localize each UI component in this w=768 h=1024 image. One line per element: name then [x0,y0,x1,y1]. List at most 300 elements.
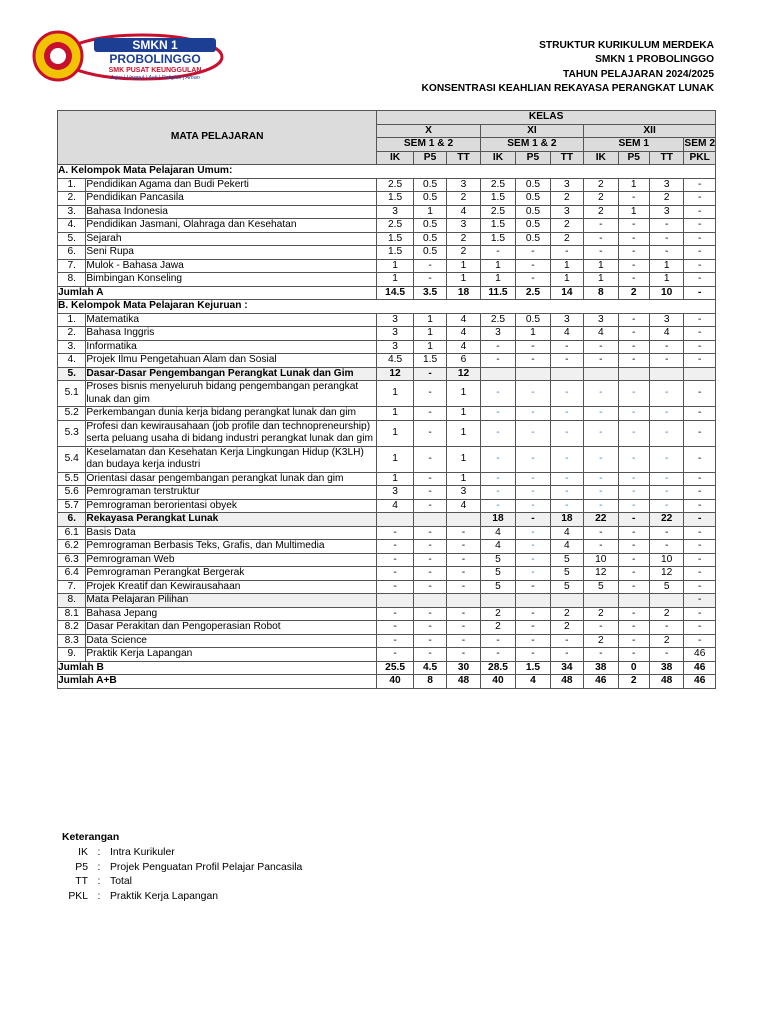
hours-cell: 4 [447,313,480,327]
hours-cell: - [618,648,649,662]
subject-row [58,407,716,421]
section-title: B. Kelompok Mata Pelajaran Kejuruan : [58,300,716,314]
hours-cell: 4 [649,327,683,341]
hours-cell: 4 [550,327,583,341]
hours-cell: - [516,621,550,635]
group-row [58,367,716,381]
hours-cell: 0.5 [413,192,446,206]
subject-name: Projek Ilmu Pengetahuan Alam dan Sosial [86,354,377,368]
subject-row [58,327,716,341]
subject-number: 5.3 [58,420,86,446]
hours-cell: - [413,634,446,648]
hours-cell: 1 [618,205,649,219]
hours-cell: 3 [550,313,583,327]
hours-cell: 4 [550,526,583,540]
hours-cell: 10 [584,553,618,567]
hours-cell: - [584,621,618,635]
total-label: Jumlah A+B [58,675,377,689]
hours-cell: - [550,446,583,472]
hours-cell: 3 [377,205,413,219]
hours-cell: 4 [584,327,618,341]
hours-cell: - [516,472,550,486]
subject-number: 5.1 [58,381,86,407]
hours-cell: - [618,472,649,486]
hours-cell: 1 [584,259,618,273]
hours-cell: - [684,219,716,233]
total-label: Jumlah B [58,661,377,675]
hours-cell: - [618,567,649,581]
total-cell: 46 [684,675,716,689]
legend-value: Total [110,876,132,888]
hours-cell: - [618,327,649,341]
hours-cell: - [618,340,649,354]
subject-number: 5.4 [58,446,86,472]
hours-cell: - [447,580,480,594]
hours-cell: 2.5 [377,219,413,233]
hours-cell: 1.5 [377,192,413,206]
hours-cell: 2 [584,205,618,219]
hours-cell [649,594,683,608]
hours-cell: 2.5 [377,178,413,192]
hours-cell: - [684,178,716,192]
header-tt: TT [649,151,683,165]
hours-cell: - [447,526,480,540]
total-cell: 48 [447,675,480,689]
subject-row [58,526,716,540]
legend-item [62,875,302,890]
hours-cell: 1.5 [480,219,515,233]
total-cell: 48 [550,675,583,689]
header-semester: SEM 1 [584,138,684,152]
hours-cell: - [684,205,716,219]
hours-cell: - [684,273,716,287]
hours-cell: 1.5 [480,232,515,246]
hours-cell: 2.5 [480,313,515,327]
hours-cell: - [618,313,649,327]
subject-number: 1. [58,178,86,192]
hours-cell: - [447,634,480,648]
hours-cell: 2 [584,192,618,206]
hours-cell: 2 [550,232,583,246]
hours-cell: - [618,607,649,621]
hours-cell [377,594,413,608]
subject-row [58,192,716,206]
hours-cell: 2 [584,607,618,621]
hours-cell: - [516,446,550,472]
subject-name: Bahasa Inggris [86,327,377,341]
hours-cell: 3 [377,327,413,341]
hours-cell: 22 [584,513,618,527]
hours-cell: - [447,553,480,567]
hours-cell: 1 [447,381,480,407]
hours-cell: - [584,420,618,446]
hours-cell: - [618,219,649,233]
subject-row [58,634,716,648]
hours-cell: - [447,607,480,621]
header-year: TAHUN PELAJARAN 2024/2025 [563,68,714,80]
subject-row [58,219,716,233]
subject-row [58,486,716,500]
hours-cell: - [649,232,683,246]
subject-name: Dasar Perakitan dan Pengoperasian Robot [86,621,377,635]
total-cell: 40 [480,675,515,689]
hours-cell: - [447,540,480,554]
legend-key: IK [78,846,88,858]
hours-cell: - [413,273,446,287]
hours-cell: 1 [377,273,413,287]
header-school: SMKN 1 PROBOLINGGO [595,54,714,66]
hours-cell: - [584,446,618,472]
subject-row [58,607,716,621]
subject-number: 6.2 [58,540,86,554]
hours-cell: - [684,313,716,327]
subject-number: 5.2 [58,407,86,421]
subject-name: Mata Pelajaran Pilihan [86,594,377,608]
hours-cell: - [550,407,583,421]
hours-cell: - [684,246,716,260]
header-p5: P5 [413,151,446,165]
header-p5: P5 [516,151,550,165]
subject-row [58,472,716,486]
hours-cell: - [550,354,583,368]
subject-name: Basis Data [86,526,377,540]
subject-number: 5. [58,232,86,246]
header-class-xi: XI [480,124,583,138]
hours-cell: - [413,472,446,486]
subject-name: Perkembangan dunia kerja bidang perangkat lunak dan gim [86,407,377,421]
hours-cell: 1 [447,420,480,446]
total-cell: 34 [550,661,583,675]
subject-number: 7. [58,580,86,594]
hours-cell: 3 [377,486,413,500]
subject-number: 5.7 [58,499,86,513]
hours-cell [584,594,618,608]
hours-cell: 0.5 [413,232,446,246]
hours-cell: 12 [447,367,480,381]
hours-cell: - [649,407,683,421]
hours-cell: 3 [447,219,480,233]
subject-name: Pemrograman Perangkat Bergerak [86,567,377,581]
hours-cell: 2.5 [480,205,515,219]
hours-cell: - [684,513,716,527]
hours-cell: - [649,472,683,486]
hours-cell: - [377,540,413,554]
hours-cell: - [684,354,716,368]
hours-cell: 1 [649,273,683,287]
hours-cell [618,594,649,608]
header-kelas: KELAS [377,111,716,125]
hours-cell [447,513,480,527]
hours-cell: - [684,540,716,554]
hours-cell: 1 [377,381,413,407]
hours-cell: 5 [550,553,583,567]
hours-cell: - [649,526,683,540]
total-cell: 38 [649,661,683,675]
subject-row [58,354,716,368]
subject-name: Informatika [86,340,377,354]
total-cell: 2 [618,286,649,300]
hours-cell: 12 [584,567,618,581]
hours-cell: - [584,540,618,554]
school-logo [32,30,224,82]
hours-cell: - [516,407,550,421]
legend-separator: : [97,861,101,873]
hours-cell: 1 [377,407,413,421]
hours-cell: - [649,446,683,472]
total-cell: 4 [516,675,550,689]
subject-name: Sejarah [86,232,377,246]
hours-cell: - [550,420,583,446]
hours-cell: 1 [377,446,413,472]
logo-line4: Jujur | Unggul | Asli | Religius | Aman [110,75,200,81]
hours-cell: - [649,219,683,233]
legend-key: PKL [68,891,88,903]
hours-cell: 1 [413,327,446,341]
hours-cell: - [480,407,515,421]
legend-item [62,890,302,905]
subject-number: 1. [58,313,86,327]
logo-line3: SMK PUSAT KEUNGGULAN [108,67,202,74]
hours-cell: - [516,540,550,554]
hours-cell: - [413,367,446,381]
hours-cell: - [618,634,649,648]
hours-cell: - [480,648,515,662]
header-semester: SEM 1 & 2 [377,138,480,152]
legend-separator: : [97,876,101,888]
hours-cell: - [413,407,446,421]
hours-cell: - [618,246,649,260]
subject-number: 4. [58,219,86,233]
subject-number: 2. [58,192,86,206]
subject-row [58,259,716,273]
hours-cell: 12 [649,567,683,581]
legend-title: Keterangan [62,832,120,843]
hours-cell: - [550,499,583,513]
total-cell: 8 [584,286,618,300]
hours-cell: - [618,553,649,567]
hours-cell: - [618,526,649,540]
hours-cell: 6 [447,354,480,368]
hours-cell: 0.5 [516,205,550,219]
hours-cell: 5 [550,580,583,594]
subject-row [58,621,716,635]
hours-cell: 18 [550,513,583,527]
subject-name: Pemrograman Web [86,553,377,567]
hours-cell: - [447,621,480,635]
hours-cell: - [377,567,413,581]
hours-cell: 5 [584,580,618,594]
hours-cell: 12 [377,367,413,381]
hours-cell: - [649,621,683,635]
logo-line1: SMKN 1 [132,38,178,52]
hours-cell: - [618,499,649,513]
hours-cell: 4 [447,327,480,341]
hours-cell: - [413,526,446,540]
hours-cell: 0.5 [516,232,550,246]
hours-cell: - [413,540,446,554]
hours-cell: - [480,499,515,513]
hours-cell: 3 [550,205,583,219]
hours-cell: - [684,594,716,608]
subject-number: 6. [58,246,86,260]
hours-cell: 3 [649,178,683,192]
hours-cell: - [516,634,550,648]
hours-cell: - [516,580,550,594]
hours-cell: - [684,327,716,341]
total-cell: 46 [584,675,618,689]
hours-cell [377,513,413,527]
subject-name: Pemrograman Berbasis Teks, Grafis, dan Multimedia [86,540,377,554]
hours-cell: - [516,526,550,540]
header-concentration: KONSENTRASI KEAHLIAN REKAYASA PERANGKAT LUNAK [421,83,714,95]
header-title: STRUKTUR KURIKULUM MERDEKA [539,40,714,51]
logo-line2: PROBOLINGGO [109,52,201,66]
subject-number: 4. [58,354,86,368]
total-cell: 8 [413,675,446,689]
hours-cell: - [413,621,446,635]
section-row [58,300,716,314]
curriculum-table [57,110,716,689]
total-cell: 25.5 [377,661,413,675]
hours-cell: - [618,381,649,407]
hours-cell: - [684,567,716,581]
total-cell: 14 [550,286,583,300]
subject-row [58,446,716,472]
subject-row [58,246,716,260]
hours-cell [480,367,515,381]
total-cell: 40 [377,675,413,689]
hours-cell: - [447,648,480,662]
subject-name: Profesi dan kewirausahaan (job profile dan technopreneurship) serta peluang usaha di bidang industri perangkat lunak dan gim [86,420,377,446]
subject-row [58,313,716,327]
header-semester: SEM 2 [684,138,715,149]
legend-value: Praktik Kerja Lapangan [110,891,219,903]
subject-row [58,273,716,287]
hours-cell: - [684,472,716,486]
hours-cell: - [684,499,716,513]
hours-cell: 2 [649,634,683,648]
hours-cell: 1 [649,259,683,273]
hours-cell: 1 [377,259,413,273]
hours-cell: - [480,246,515,260]
hours-cell: - [516,273,550,287]
total-cell: 1.5 [516,661,550,675]
hours-cell: - [516,513,550,527]
subject-number: 2. [58,327,86,341]
hours-cell: - [618,192,649,206]
subject-name: Praktik Kerja Lapangan [86,648,377,662]
hours-cell: - [684,526,716,540]
hours-cell: - [516,567,550,581]
hours-cell: - [550,486,583,500]
hours-cell: - [447,567,480,581]
hours-cell: 2 [447,192,480,206]
subject-row [58,420,716,446]
header-ik: IK [584,151,618,165]
hours-cell: - [618,259,649,273]
total-cell: 30 [447,661,480,675]
hours-cell: - [413,580,446,594]
hours-cell: - [618,513,649,527]
hours-cell: - [649,648,683,662]
legend-separator: : [97,846,101,858]
hours-cell: 4 [447,499,480,513]
header-semester: SEM 1 & 2 [480,138,583,152]
hours-cell: - [550,381,583,407]
hours-cell: 0.5 [516,219,550,233]
subject-name: Bahasa Jepang [86,607,377,621]
subject-number: 5.5 [58,472,86,486]
hours-cell: - [516,381,550,407]
hours-cell [447,594,480,608]
hours-cell: 2 [480,607,515,621]
subject-name: Orientasi dasar pengembangan perangkat lunak dan gim [86,472,377,486]
hours-cell: - [618,621,649,635]
hours-cell: - [550,634,583,648]
subject-row [58,340,716,354]
hours-cell: - [684,446,716,472]
hours-cell [480,594,515,608]
hours-cell: - [516,420,550,446]
hours-cell: - [618,407,649,421]
hours-cell: - [684,621,716,635]
hours-cell [516,367,550,381]
hours-cell [550,594,583,608]
hours-cell: 1.5 [413,354,446,368]
legend-key: P5 [75,861,88,873]
hours-cell: - [584,232,618,246]
header-mata-pelajaran: MATA PELAJARAN [58,111,377,165]
hours-cell: 3 [649,205,683,219]
total-cell: 28.5 [480,661,515,675]
hours-cell: - [684,381,716,407]
total-cell: 3.5 [413,286,446,300]
hours-cell: - [480,420,515,446]
total-cell: 38 [584,661,618,675]
subject-name: Mulok - Bahasa Jawa [86,259,377,273]
subject-name: Dasar-Dasar Pengembangan Perangkat Lunak dan Gim [86,367,377,381]
hours-cell: 1 [516,327,550,341]
hours-cell: - [618,540,649,554]
hours-cell: - [618,354,649,368]
total-label: Jumlah A [58,286,377,300]
subject-number: 8. [58,273,86,287]
hours-cell: - [649,420,683,446]
hours-cell: 1 [480,259,515,273]
hours-cell: - [413,259,446,273]
subject-row [58,178,716,192]
subject-name: Data Science [86,634,377,648]
hours-cell: - [684,553,716,567]
hours-cell: - [618,420,649,446]
hours-cell: 1 [413,340,446,354]
subject-name: Pendidikan Agama dan Budi Pekerti [86,178,377,192]
hours-cell: 22 [649,513,683,527]
hours-cell: - [649,354,683,368]
subject-row [58,580,716,594]
hours-cell: - [684,486,716,500]
hours-cell: 5 [480,567,515,581]
hours-cell: - [480,354,515,368]
hours-cell: - [516,553,550,567]
hours-cell: 3 [480,327,515,341]
hours-cell: 0.5 [413,246,446,260]
subject-number: 7. [58,259,86,273]
hours-cell: - [516,259,550,273]
subject-name: Pemrograman berorientasi obyek [86,499,377,513]
total-cell: 46 [684,661,716,675]
hours-cell: - [550,472,583,486]
